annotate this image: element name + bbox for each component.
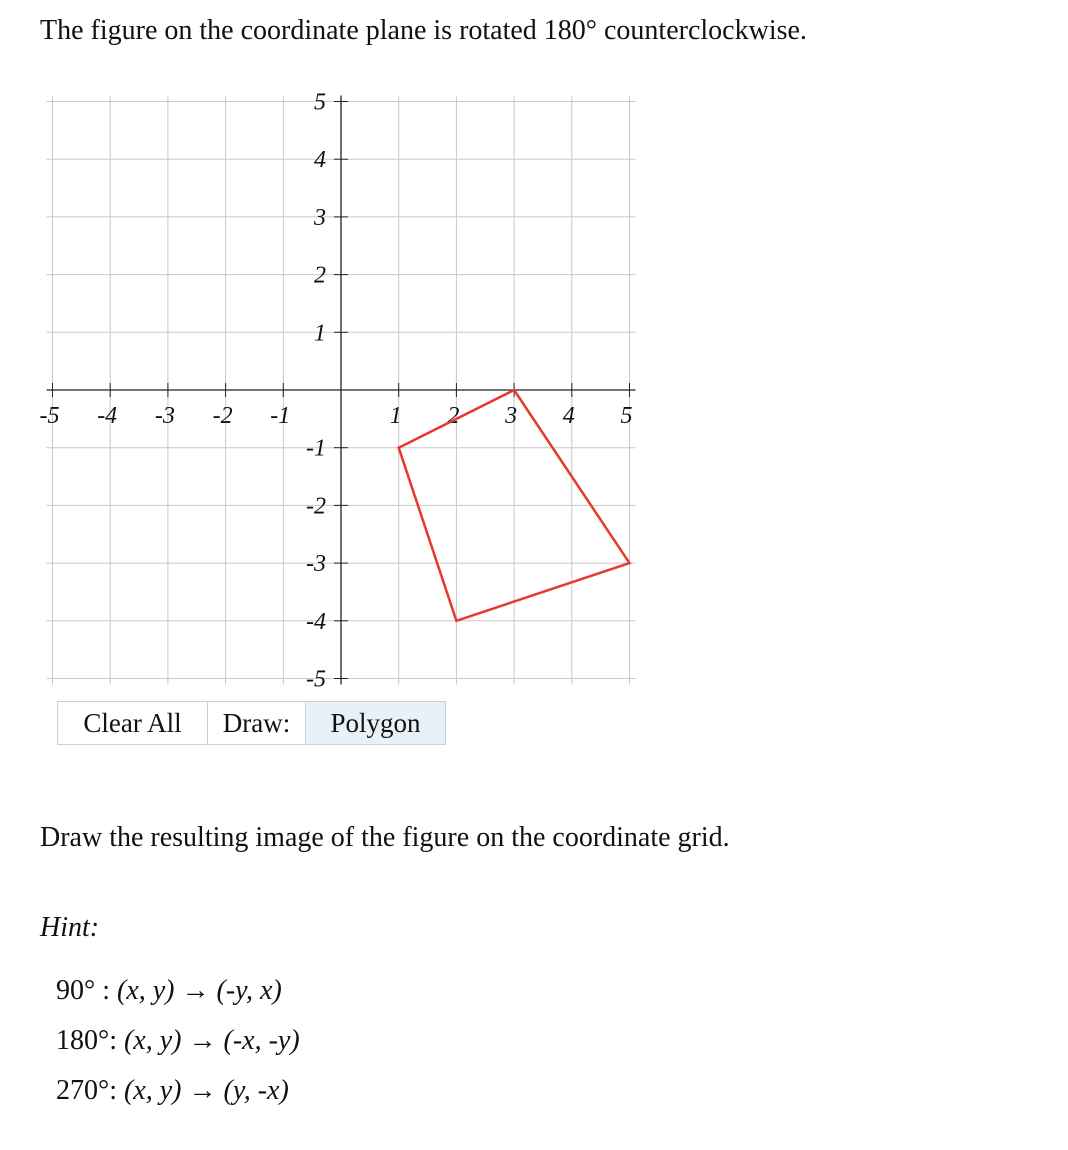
y-tick-label: -3 — [306, 551, 326, 578]
rule-angle: 90° : — [56, 975, 110, 1006]
clear-all-button[interactable]: Clear All — [57, 701, 207, 745]
hint-rule-270 — [56, 1075, 289, 1107]
rule-angle: 180°: — [56, 1025, 117, 1056]
x-tick-label: -5 — [39, 403, 60, 429]
rule-from: (x, y) — [123, 1025, 182, 1056]
x-tick-label: 4 — [562, 403, 575, 429]
y-tick-label: 5 — [314, 89, 326, 116]
arrow-icon: → — [188, 1075, 217, 1106]
draw-label: Draw: — [207, 701, 305, 745]
y-tick-label: 1 — [314, 320, 326, 347]
x-tick-label: -1 — [270, 403, 291, 429]
y-tick-label: -4 — [306, 608, 326, 635]
x-tick-label: -2 — [212, 403, 233, 429]
rule-to: (-y, x) — [216, 975, 282, 1006]
hint-rule-180 — [56, 1025, 300, 1057]
tick-labels — [40, 90, 633, 693]
x-tick-label: -3 — [154, 403, 175, 429]
arrow-icon: → — [188, 1025, 217, 1056]
instruction-text: Draw the resulting image of the figure on the coordinate grid. — [40, 822, 730, 853]
polygon-tool-button[interactable]: Polygon — [305, 701, 446, 745]
x-tick-label: 3 — [505, 403, 518, 429]
x-tick-label: -4 — [97, 403, 118, 429]
rule-to: (-x, -y) — [223, 1025, 300, 1056]
rule-from: (x, y) — [123, 1075, 182, 1106]
hint-rule-90 — [56, 975, 282, 1007]
x-tick-label: 1 — [389, 403, 402, 429]
y-tick-label: 2 — [314, 262, 326, 289]
hint-title: Hint: — [40, 912, 100, 943]
arrow-icon: → — [181, 975, 210, 1006]
y-tick-label: -1 — [306, 435, 326, 462]
rule-from: (x, y) — [116, 975, 175, 1006]
rule-angle: 270°: — [56, 1075, 117, 1106]
y-tick-label: -2 — [306, 493, 326, 520]
axes — [47, 96, 636, 685]
x-tick-label: 5 — [620, 403, 633, 429]
x-tick-label: 2 — [447, 403, 460, 429]
y-tick-label: 3 — [314, 204, 326, 231]
question-prompt: The figure on the coordinate plane is rotated 180° counterclockwise. — [40, 15, 807, 46]
y-tick-label: 4 — [314, 147, 326, 174]
y-tick-label: -5 — [306, 666, 326, 693]
rule-to: (y, -x) — [223, 1075, 289, 1106]
